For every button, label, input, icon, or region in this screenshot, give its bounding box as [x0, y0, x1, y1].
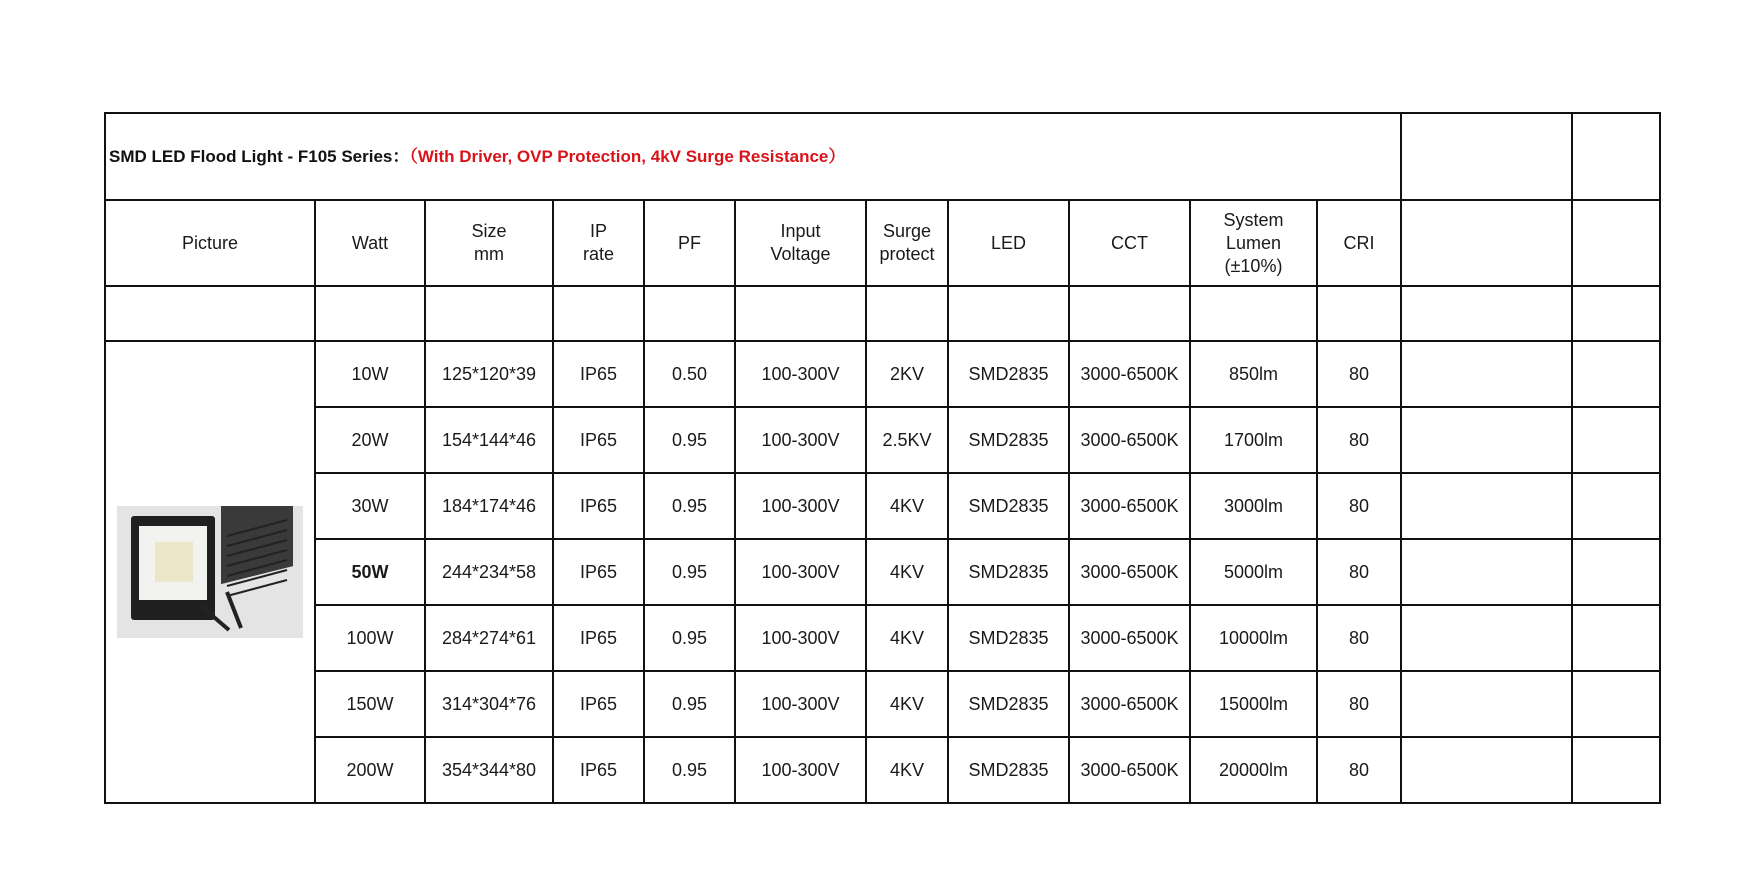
- cell-lumen: 20000lm: [1190, 737, 1317, 803]
- cell-led: SMD2835: [948, 473, 1069, 539]
- cell-cct: 3000-6500K: [1069, 539, 1190, 605]
- empty-cell: [1572, 200, 1660, 286]
- cell-pf: 0.95: [644, 407, 735, 473]
- cell-cri: 80: [1317, 539, 1401, 605]
- empty-cell: [1401, 200, 1572, 286]
- cell-cri: 80: [1317, 605, 1401, 671]
- empty-cell: [1572, 341, 1660, 407]
- flood-light-photo-icon: [117, 506, 303, 638]
- cell-lumen: 3000lm: [1190, 473, 1317, 539]
- cell-led: SMD2835: [948, 341, 1069, 407]
- cell-watt: 100W: [315, 605, 425, 671]
- cell-ip: IP65: [553, 341, 644, 407]
- cell-cct: 3000-6500K: [1069, 341, 1190, 407]
- header-system-lumen: System Lumen (±10%): [1190, 200, 1317, 286]
- cell-size: 125*120*39: [425, 341, 553, 407]
- cell-input: 100-300V: [735, 407, 866, 473]
- cell-input: 100-300V: [735, 473, 866, 539]
- cell-watt: 20W: [315, 407, 425, 473]
- table-row: [105, 539, 1660, 605]
- cell-input: 100-300V: [735, 605, 866, 671]
- cell-cct: 3000-6500K: [1069, 473, 1190, 539]
- cell-input: 100-300V: [735, 341, 866, 407]
- cell-pf: 0.95: [644, 737, 735, 803]
- cell-lumen: 15000lm: [1190, 671, 1317, 737]
- cell-led: SMD2835: [948, 671, 1069, 737]
- cell-surge: 4KV: [866, 605, 948, 671]
- table-row: [105, 407, 1660, 473]
- product-picture-cell: [105, 341, 315, 803]
- empty-cell: [1401, 341, 1572, 407]
- blank-row: [105, 286, 1660, 341]
- cell-ip: IP65: [553, 407, 644, 473]
- cell-led: SMD2835: [948, 539, 1069, 605]
- header-input-voltage: Input Voltage: [735, 200, 866, 286]
- cell-lumen: 1700lm: [1190, 407, 1317, 473]
- cell-led: SMD2835: [948, 605, 1069, 671]
- cell-input: 100-300V: [735, 671, 866, 737]
- empty-cell: [1401, 671, 1572, 737]
- header-cri: CRI: [1317, 200, 1401, 286]
- cell-input: 100-300V: [735, 539, 866, 605]
- cell-led: SMD2835: [948, 407, 1069, 473]
- header-size: Size mm: [425, 200, 553, 286]
- cell-size: 354*344*80: [425, 737, 553, 803]
- cell-surge: 2KV: [866, 341, 948, 407]
- cell-cri: 80: [1317, 737, 1401, 803]
- cell-surge: 4KV: [866, 737, 948, 803]
- empty-cell: [1572, 113, 1660, 200]
- header-watt: Watt: [315, 200, 425, 286]
- empty-cell: [1401, 737, 1572, 803]
- header-cct: CCT: [1069, 200, 1190, 286]
- title-main: SMD LED Flood Light - F105 Series：: [109, 147, 410, 166]
- empty-cell: [1572, 671, 1660, 737]
- cell-watt: 30W: [315, 473, 425, 539]
- cell-ip: IP65: [553, 473, 644, 539]
- table-row: [105, 341, 1660, 407]
- cell-size: 244*234*58: [425, 539, 553, 605]
- table-title: [105, 113, 1401, 200]
- cell-ip: IP65: [553, 539, 644, 605]
- header-led: LED: [948, 200, 1069, 286]
- header-surge-protect: Surge protect: [866, 200, 948, 286]
- cell-cri: 80: [1317, 473, 1401, 539]
- cell-size: 184*174*46: [425, 473, 553, 539]
- cell-ip: IP65: [553, 671, 644, 737]
- cell-pf: 0.95: [644, 539, 735, 605]
- cell-cct: 3000-6500K: [1069, 605, 1190, 671]
- empty-cell: [1572, 605, 1660, 671]
- header-picture: Picture: [105, 200, 315, 286]
- cell-cri: 80: [1317, 341, 1401, 407]
- cell-lumen: 10000lm: [1190, 605, 1317, 671]
- title-note: （With Driver, OVP Protection, 4kV Surge Resistance）: [409, 147, 846, 166]
- cell-size: 314*304*76: [425, 671, 553, 737]
- cell-cri: 80: [1317, 407, 1401, 473]
- cell-pf: 0.95: [644, 671, 735, 737]
- cell-input: 100-300V: [735, 737, 866, 803]
- spec-table: [104, 112, 1661, 804]
- empty-cell: [1572, 737, 1660, 803]
- empty-cell: [1401, 113, 1572, 200]
- cell-watt: 150W: [315, 671, 425, 737]
- cell-size: 154*144*46: [425, 407, 553, 473]
- empty-cell: [1401, 605, 1572, 671]
- cell-pf: 0.95: [644, 473, 735, 539]
- cell-watt: 200W: [315, 737, 425, 803]
- cell-surge: 2.5KV: [866, 407, 948, 473]
- cell-watt: 10W: [315, 341, 425, 407]
- header-ip-rate: IP rate: [553, 200, 644, 286]
- cell-lumen: 5000lm: [1190, 539, 1317, 605]
- cell-pf: 0.50: [644, 341, 735, 407]
- cell-lumen: 850lm: [1190, 341, 1317, 407]
- cell-cct: 3000-6500K: [1069, 737, 1190, 803]
- cell-watt: 50W: [315, 539, 425, 605]
- table-row: [105, 671, 1660, 737]
- header-row: [105, 200, 1660, 286]
- table-row: [105, 605, 1660, 671]
- empty-cell: [1401, 539, 1572, 605]
- title-row: [105, 113, 1660, 200]
- cell-ip: IP65: [553, 605, 644, 671]
- cell-cri: 80: [1317, 671, 1401, 737]
- cell-cct: 3000-6500K: [1069, 671, 1190, 737]
- cell-surge: 4KV: [866, 473, 948, 539]
- empty-cell: [1401, 473, 1572, 539]
- cell-surge: 4KV: [866, 671, 948, 737]
- header-pf: PF: [644, 200, 735, 286]
- empty-cell: [1572, 539, 1660, 605]
- table-row: [105, 737, 1660, 803]
- cell-cct: 3000-6500K: [1069, 407, 1190, 473]
- cell-led: SMD2835: [948, 737, 1069, 803]
- empty-cell: [1401, 407, 1572, 473]
- cell-size: 284*274*61: [425, 605, 553, 671]
- cell-pf: 0.95: [644, 605, 735, 671]
- cell-ip: IP65: [553, 737, 644, 803]
- empty-cell: [1572, 473, 1660, 539]
- cell-surge: 4KV: [866, 539, 948, 605]
- table-row: [105, 473, 1660, 539]
- empty-cell: [1572, 407, 1660, 473]
